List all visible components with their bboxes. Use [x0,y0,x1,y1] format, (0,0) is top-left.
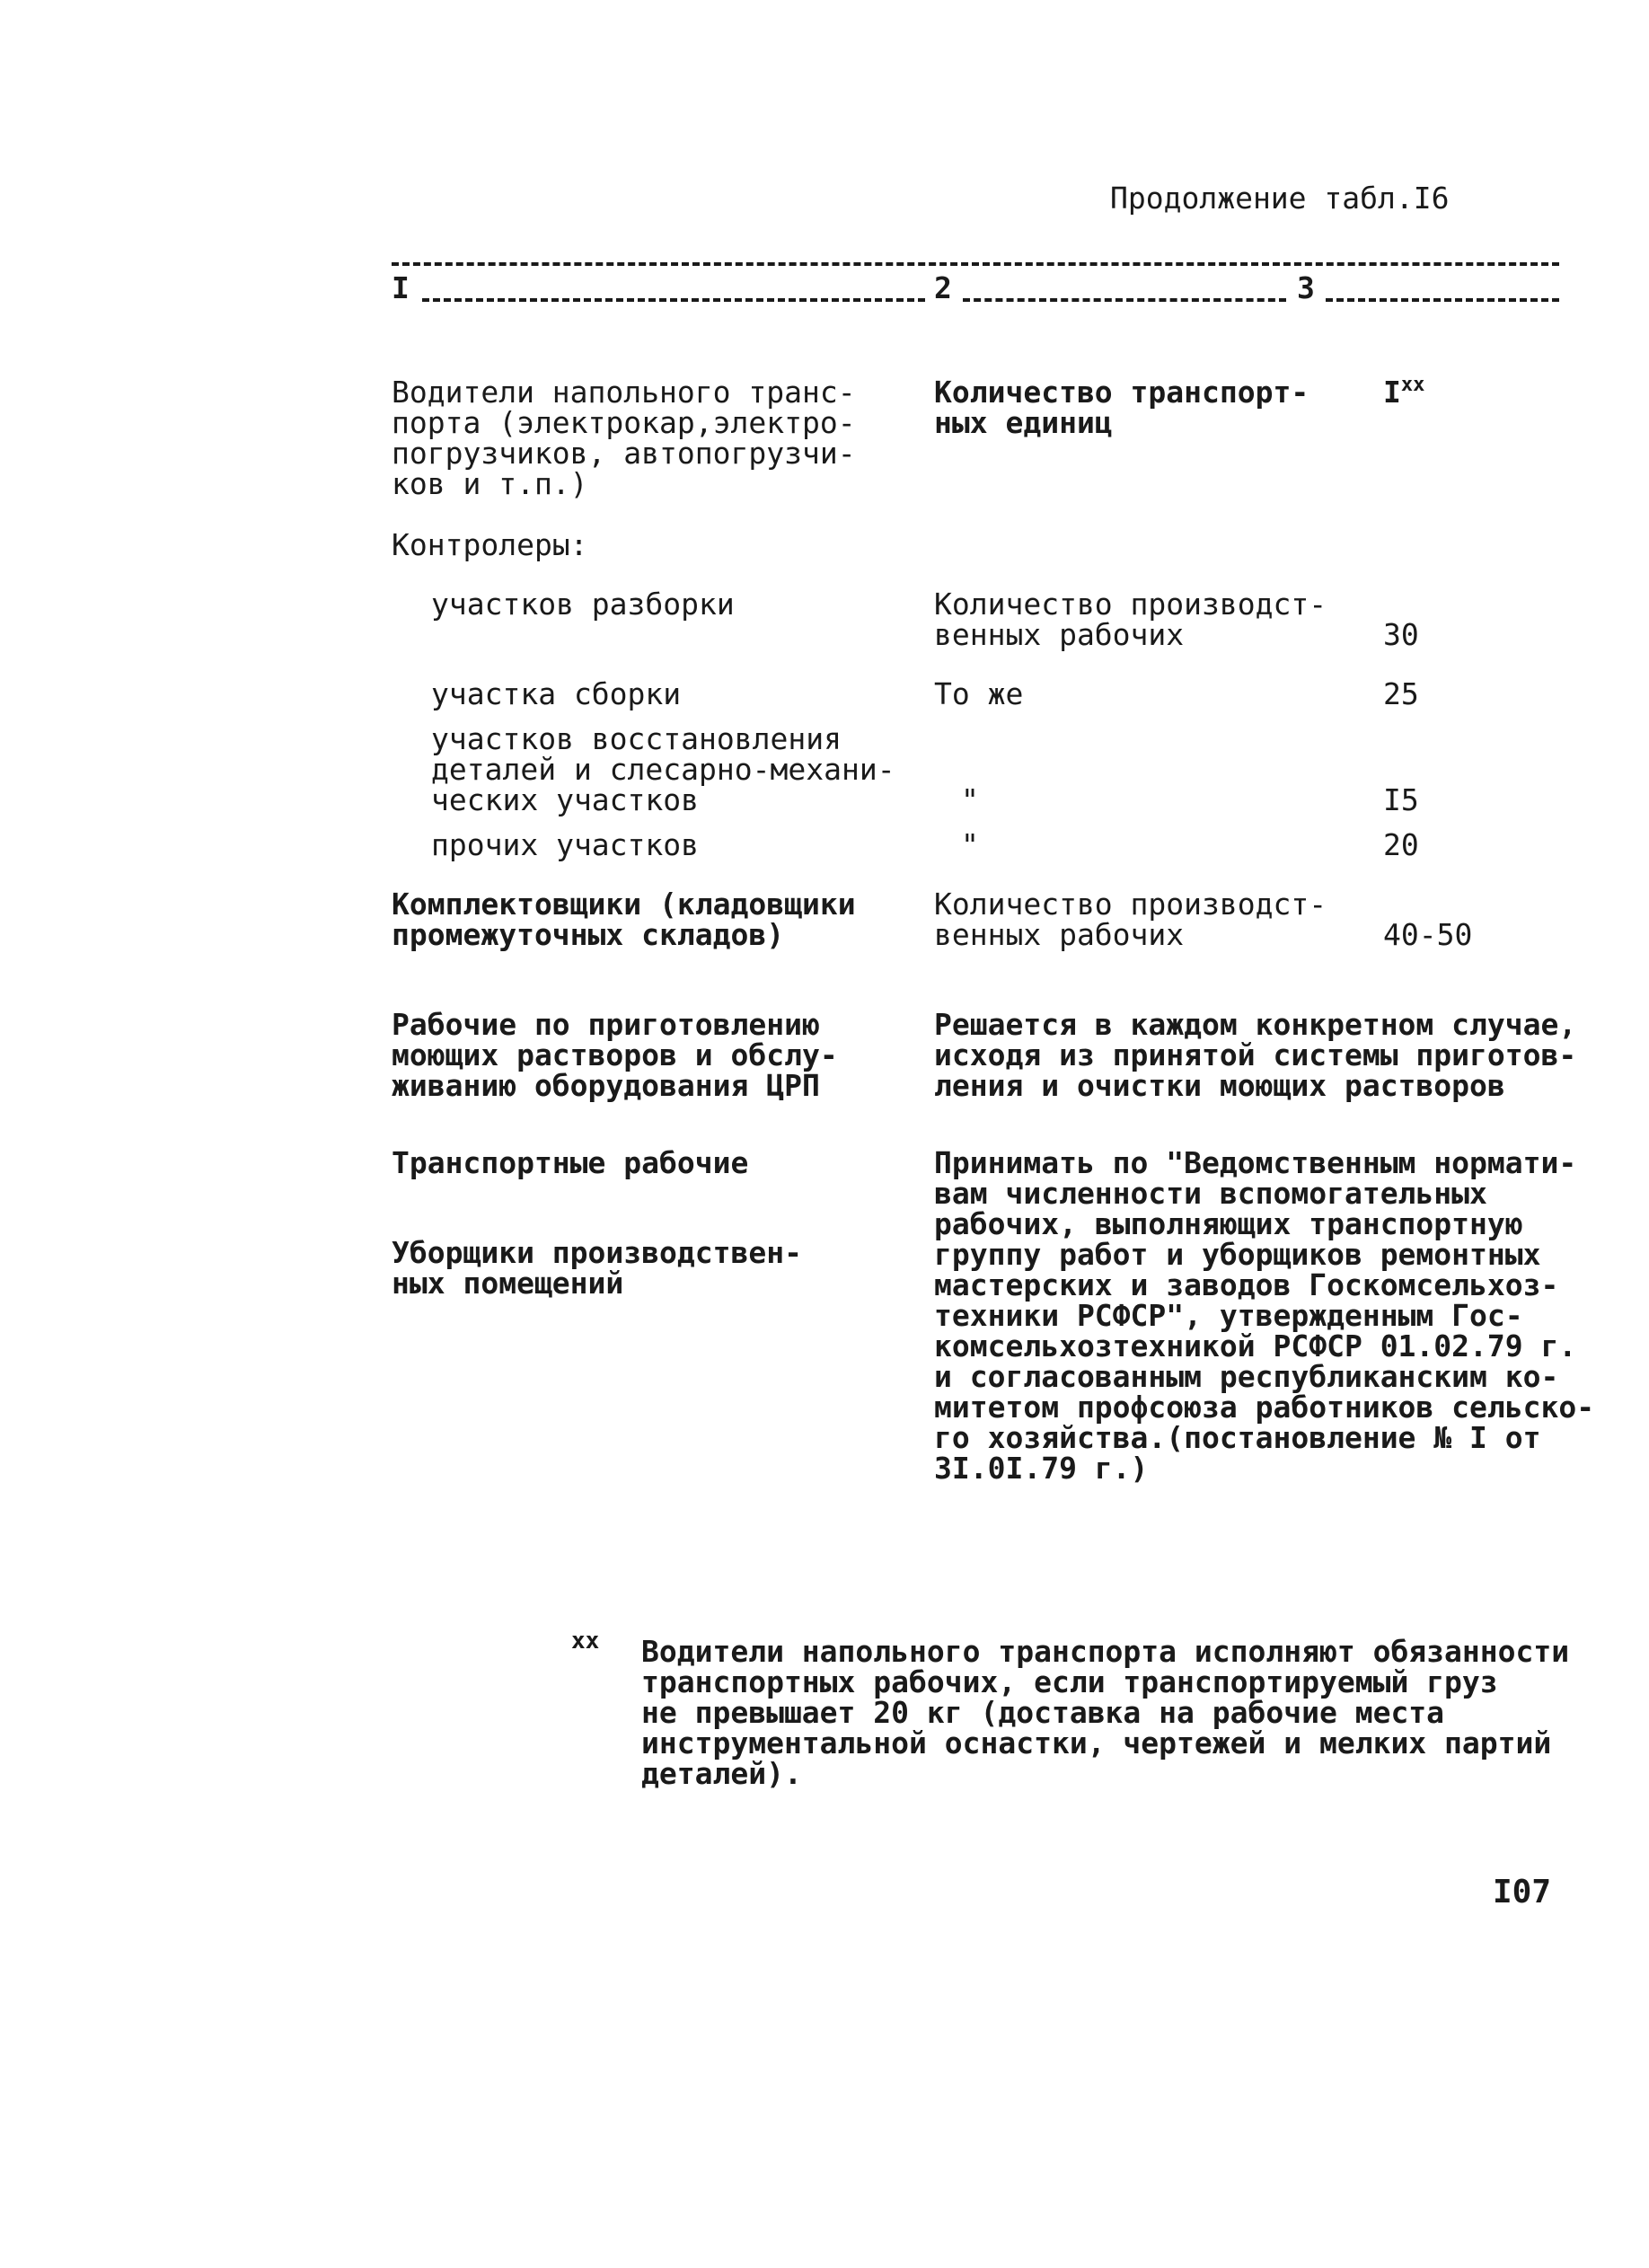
row-7-col-1: Комплектовщики (кладовщики промежуточных складов) [392,887,856,952]
column-header-2: 2 [934,270,952,305]
row-4-col-1: участка сборки [431,676,682,711]
row-5-col-1: участков восстановления деталей и слесарно-механи- ческих участков [431,721,895,817]
continuation-header: Продолжение табл.I6 [1110,181,1450,216]
row-1-col-1: Водители напольного транс- порта (электрокар,электро- погрузчиков, автопогрузчи- ков и т.п.) [392,375,856,501]
page-number: I07 [1493,1874,1552,1911]
row-4-col-3: 25 [1383,676,1419,711]
row-6-col-1: прочих участков [431,827,700,862]
column-header-1: I [392,270,410,305]
row-7-col-2: Количество производст- венных рабочих [934,887,1327,952]
row-5-col-2-ditto: " [961,782,979,817]
row-9-col-1: Транспортные рабочие [392,1145,749,1180]
row-8-col-1: Рабочие по приготовлению моющих растворов и обслу- живанию оборудования ЦРП [392,1007,838,1103]
row-3-col-3: 30 [1383,617,1419,652]
header-rule-segment-2 [963,298,1286,302]
header-rule-segment-3 [1326,298,1559,302]
transport-cleaners-norms-note: Принимать по "Ведомственным нормати- вам численности вспомогательных рабочих, выполняющих транспортную группу работ и уборщиков ремонтных мастерских и заводов Госкомсельхоз- техники РСФСР", утвержденным Гос- комсельхозтехникой РСФСР 01.02.79 г. и согласованным республиканским ко- митетом профсоюза работников сельско- го хозяйства.(постановление № I от 3I.0I.79 г.) [934,1145,1595,1486]
table-top-rule [392,262,1559,266]
row-1-col-3 [1383,374,1425,410]
footnote-mark: хх [571,1628,600,1655]
header-rule-segment-1 [422,298,925,302]
row-6-col-3: 20 [1383,827,1419,862]
row-2-col-1: Контролеры: [392,527,588,562]
row-1-col-2: Количество транспорт- ных единиц [934,375,1310,440]
row-5-col-3: I5 [1383,782,1419,817]
row-7-col-3: 40-50 [1383,917,1473,952]
row-10-col-1: Уборщики производствен- ных помещений [392,1235,802,1301]
row-8-col-2-merged: Решается в каждом конкретном случае, исходя из принятой системы приготов- ления и очистки моющих растворов [934,1007,1577,1103]
row-3-col-2: Количество производст- венных рабочих [934,587,1327,652]
footnote-text: Водители напольного транспорта исполняют обязанности транспортных рабочих, если транспортируемый груз не превышает 20 кг (доставка на рабочие места инструментальной оснастки, чертежей и мелких партий деталей). [641,1634,1570,1791]
row-4-col-2: То же [934,676,1024,711]
row-6-col-2-ditto: " [961,827,979,862]
row-1-value: I [1383,375,1401,410]
row-3-col-1: участков разборки [431,587,735,622]
footnote-ref-mark: xx [1400,374,1425,396]
column-header-3: 3 [1297,270,1315,305]
